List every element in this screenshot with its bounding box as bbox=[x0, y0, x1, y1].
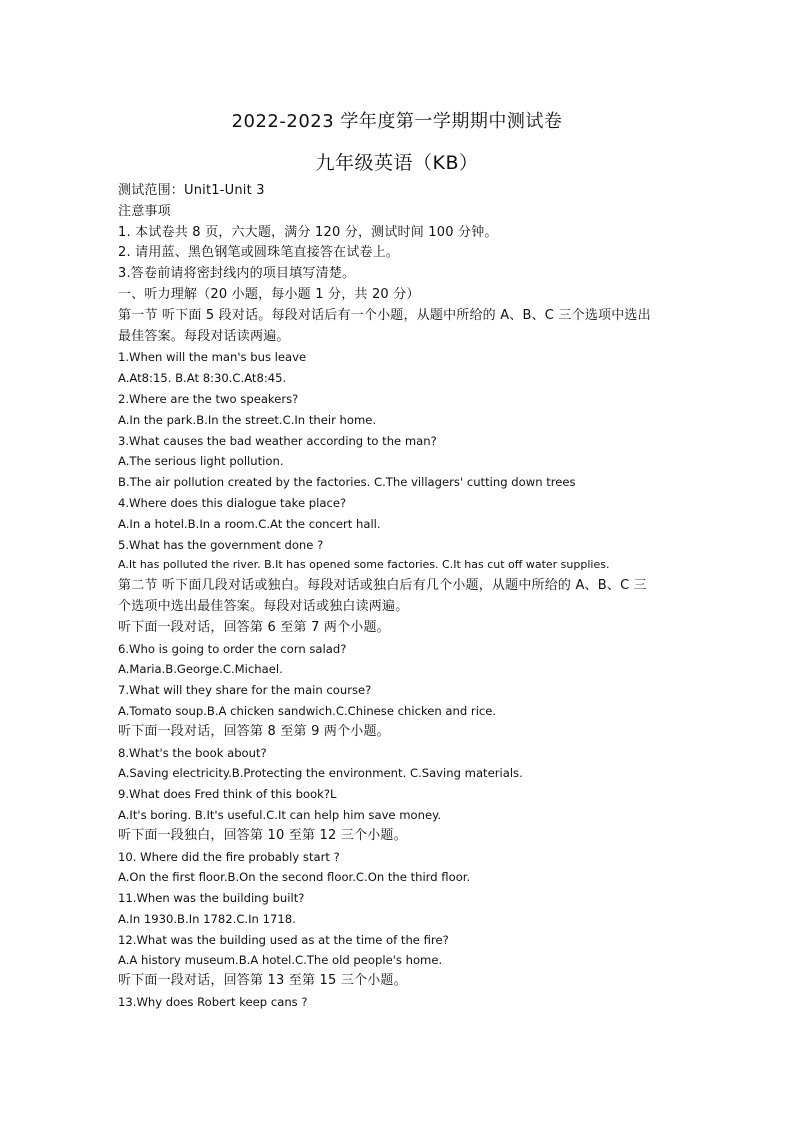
text-line: 注意事项 bbox=[118, 203, 171, 219]
text-line: 第一节 听下面 5 段对话。每段对话后有一个小题，从题中所给的 A、B、C 三个选项中选出 bbox=[118, 307, 651, 323]
text-line: 听下面一段对话，回答第 8 至第 9 两个小题。 bbox=[118, 723, 390, 739]
text-line: 9.What does Fred think of this book?L bbox=[118, 787, 337, 802]
text-line: 最佳答案。每段对话读两遍。 bbox=[118, 328, 290, 344]
text-line: A.In 1930.B.In 1782.C.In 1718. bbox=[118, 911, 296, 926]
text-line: A.It has polluted the river. B.It has opened some factories. C.It has cut off water supplies. bbox=[118, 558, 610, 572]
text-line: A.Saving electricity.B.Protecting the environment. C.Saving materials. bbox=[118, 766, 523, 781]
text-line: 1.When will the man's bus leave bbox=[118, 350, 307, 365]
text-line: 11.When was the building built? bbox=[118, 891, 305, 906]
text-line: A.The serious light pollution. bbox=[118, 454, 284, 469]
text-line: 一、听力理解（20 小题，每小题 1 分，共 20 分） bbox=[118, 286, 420, 302]
text-line: 2.Where are the two speakers? bbox=[118, 391, 299, 406]
text-line: 8.What's the book about? bbox=[118, 745, 267, 760]
text-line: 听下面一段对话，回答第 13 至第 15 三个小题。 bbox=[118, 973, 407, 989]
text-line: 3.答卷前请将密封线内的项目填写清楚。 bbox=[118, 266, 356, 282]
text-line: A.A history museum.B.A hotel.C.The old people's home. bbox=[118, 953, 443, 968]
text-line: 第二节 听下面几段对话或独白。每段对话或独白后有几个小题，从题中所给的 A、B、C 三 bbox=[118, 578, 647, 594]
text-line: 测试范围：Unit1-Unit 3 bbox=[118, 183, 265, 198]
text-line: 2. 请用蓝、黑色钢笔或圆珠笔直接答在试卷上。 bbox=[118, 245, 400, 261]
text-line: 1. 本试卷共 8 页，六大题，满分 120 分，测试时间 100 分钟。 bbox=[118, 224, 498, 240]
text-line: 3.What causes the bad weather according to the man? bbox=[118, 433, 437, 448]
exam-subtitle: 九年级英语（KB） bbox=[315, 152, 479, 174]
text-line: A.In the park.B.In the street.C.In their home. bbox=[118, 412, 377, 427]
text-line: 6.Who is going to order the corn salad? bbox=[118, 641, 347, 656]
text-line: 5.What has the government done ? bbox=[118, 537, 324, 552]
text-line: A.Maria.B.George.C.Michael. bbox=[118, 662, 283, 677]
text-line: 13.Why does Robert keep cans ? bbox=[118, 995, 308, 1010]
text-line: B.The air pollution created by the factories. C.The villagers' cutting down trees bbox=[118, 475, 576, 490]
exam-title: 2022-2023 学年度第一学期期中测试卷 bbox=[231, 111, 563, 132]
exam-body bbox=[118, 181, 718, 1013]
text-line: 听下面一段独白，回答第 10 至第 12 三个小题。 bbox=[118, 827, 407, 843]
text-line: A.Tomato soup.B.A chicken sandwich.C.Chinese chicken and rice. bbox=[118, 703, 497, 718]
text-line: 听下面一段对话，回答第 6 至第 7 两个小题。 bbox=[118, 619, 390, 635]
text-line: A.On the first floor.B.On the second floor.C.On the third floor. bbox=[118, 870, 471, 885]
text-line: A.It's boring. B.It's useful.C.It can help him save money. bbox=[118, 807, 442, 822]
text-line: 7.What will they share for the main course? bbox=[118, 683, 372, 698]
text-line: A.At8:15. B.At 8:30.C.At8:45. bbox=[118, 371, 287, 386]
text-line: 12.What was the building used as at the time of the fire? bbox=[118, 932, 449, 947]
text-line: 个选项中选出最佳答案。每段对话或独白读两遍。 bbox=[118, 598, 409, 614]
text-line: 10. Where did the fire probably start ? bbox=[118, 849, 340, 864]
text-line: A.In a hotel.B.In a room.C.At the concert hall. bbox=[118, 516, 381, 531]
text-line: 4.Where does this dialogue take place? bbox=[118, 495, 347, 510]
